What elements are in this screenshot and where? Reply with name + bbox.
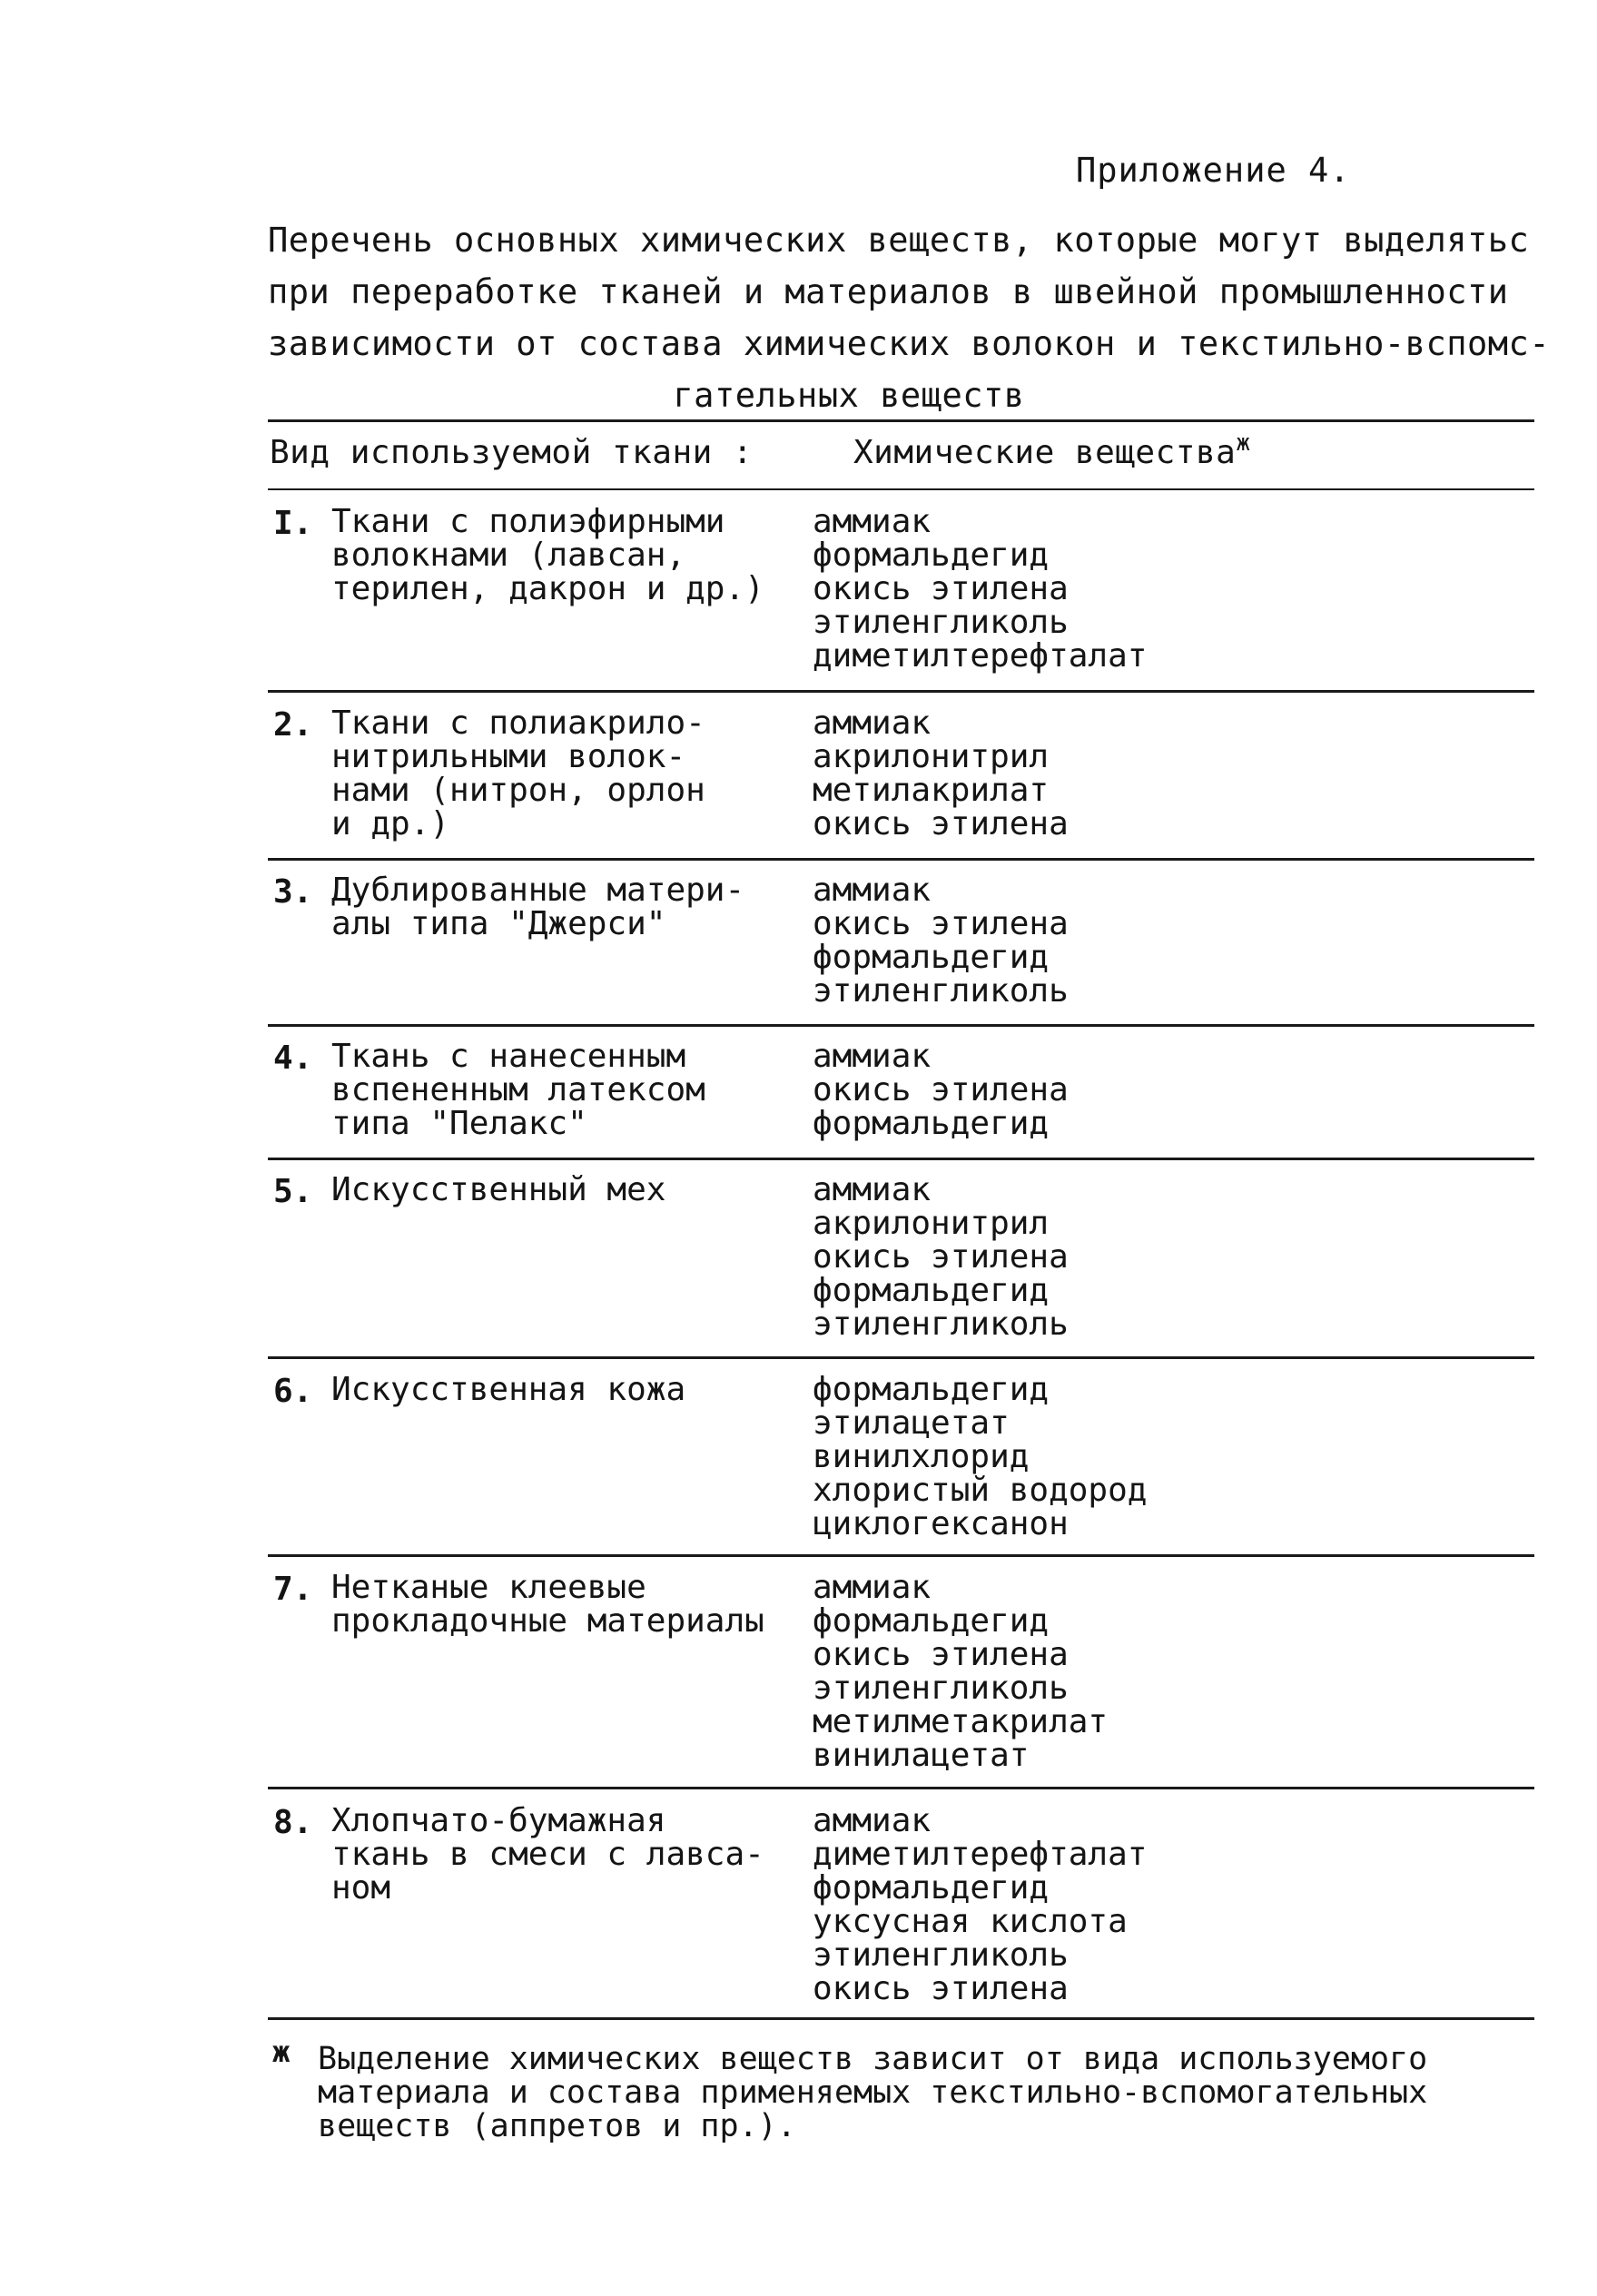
chemical-list [813,1373,1503,1541]
heading-line-1: Перечень основных химических веществ, которые могут выделятьс [268,221,1530,260]
chemical-item: окись этилена [813,570,1069,607]
row-number: I. [273,505,313,542]
chemical-item: формальдегид [813,1105,1050,1142]
chemical-item: винилацетат [813,1737,1030,1774]
heading-line-4: гательных веществ [673,376,1025,415]
chemical-item: формальдегид [813,1869,1050,1907]
chemical-item: хлористый водород [813,1472,1148,1509]
row-divider [268,1024,1534,1027]
row-divider [268,1158,1534,1160]
chemical-list [813,1040,1503,1140]
chemical-item: этиленгликоль [813,1936,1069,1974]
heading-line-2: при переработке тканей и материалов в швейной промышленности [268,272,1509,311]
row-number: 2. [273,706,313,744]
chemical-item: аммиак [813,705,932,742]
chemical-item: формальдегид [813,1602,1050,1640]
column-header-chemicals [853,429,1251,471]
chemical-item: этиленгликоль [813,1670,1069,1707]
row-divider [268,1787,1534,1789]
fabric-type: Ткань с нанесенным вспененным латексом типа "Пелакс" [331,1038,705,1142]
row-divider [268,1356,1534,1359]
chemical-item: окись этилена [813,905,1069,942]
chemical-item: этиленгликоль [813,972,1069,1010]
chemical-item: диметилтерефталат [813,1836,1148,1873]
row-number: 7. [273,1571,313,1608]
heading-line-3: зависимости от состава химических волокон и текстильно-вспомс- [268,324,1551,363]
chemical-item: этилацетат [813,1404,1010,1442]
chemical-list [813,873,1503,1008]
chemical-item: аммиак [813,503,932,540]
footnote-text: Выделение химических веществ зависит от вида используемого материала и состава применяемых текстильно-вспомогательных веществ (аппретов и пр.). [318,2041,1428,2144]
document-heading [268,214,1557,421]
footnote-marker: ж [272,2035,291,2069]
chemical-item: этиленгликоль [813,1306,1069,1343]
chemical-list [813,706,1503,841]
row-divider [268,1554,1534,1557]
chemical-list [813,505,1503,673]
row-divider [268,690,1534,693]
chemical-item: окись этилена [813,805,1069,843]
row-number: 5. [273,1173,313,1210]
appendix-label: Приложение 4. [1076,151,1351,190]
row-number: 4. [273,1040,313,1077]
footnote-marker-ref: ж [1236,429,1251,457]
chemical-list [813,1571,1503,1772]
chemical-item: формальдегид [813,939,1050,976]
chemical-item: метилметакрилат [813,1703,1109,1740]
chemical-item: аммиак [813,872,932,909]
chemical-item: окись этилена [813,1071,1069,1109]
fabric-type: Искусственный мех [331,1171,666,1208]
fabric-type: Искусственная кожа [331,1371,686,1408]
chemical-item: окись этилена [813,1636,1069,1673]
chemical-item: формальдегид [813,1371,1050,1408]
table-top-rule [268,419,1534,422]
table-bottom-rule [268,2017,1534,2020]
chemical-item: аммиак [813,1171,932,1208]
chemical-item: акрилонитрил [813,738,1050,775]
fabric-type: Дублированные матери- алы типа "Джерси" [331,872,745,942]
chemical-item: этиленгликоль [813,604,1069,641]
column-header-chemicals-label: Химические вещества [853,434,1237,471]
chemical-item: аммиак [813,1802,932,1839]
chemical-item: винилхлорид [813,1438,1030,1475]
chemical-item: метилакрилат [813,772,1050,809]
chemical-item: окись этилена [813,1970,1069,2007]
fabric-type: Ткани с полиакрило- нитрильными волок- нами (нитрон, орлон и др.) [331,705,705,843]
header-bottom-rule [268,488,1534,490]
fabric-type: Нетканые клеевые прокладочные материалы [331,1569,764,1640]
chemical-item: уксусная кислота [813,1903,1128,1940]
chemical-list [813,1804,1503,2005]
chemical-item: аммиак [813,1038,932,1075]
row-divider [268,858,1534,861]
fabric-type: Хлопчато-бумажная ткань в смеси с лавса- ном [331,1802,764,1907]
chemical-item: окись этилена [813,1238,1069,1276]
row-number: 8. [273,1804,313,1841]
chemical-item: акрилонитрил [813,1205,1050,1242]
chemical-item: циклогексанон [813,1505,1069,1542]
chemical-list [813,1173,1503,1341]
chemical-item: аммиак [813,1569,932,1606]
row-number: 6. [273,1373,313,1410]
column-header-fabric: Вид используемой ткани : [270,434,754,471]
chemical-item: формальдегид [813,1272,1050,1309]
chemical-item: диметилтерефталат [813,637,1148,675]
row-number: 3. [273,873,313,911]
chemical-item: формальдегид [813,537,1050,574]
fabric-type: Ткани с полиэфирными волокнами (лавсан, терилен, дакрон и др.) [331,503,764,607]
